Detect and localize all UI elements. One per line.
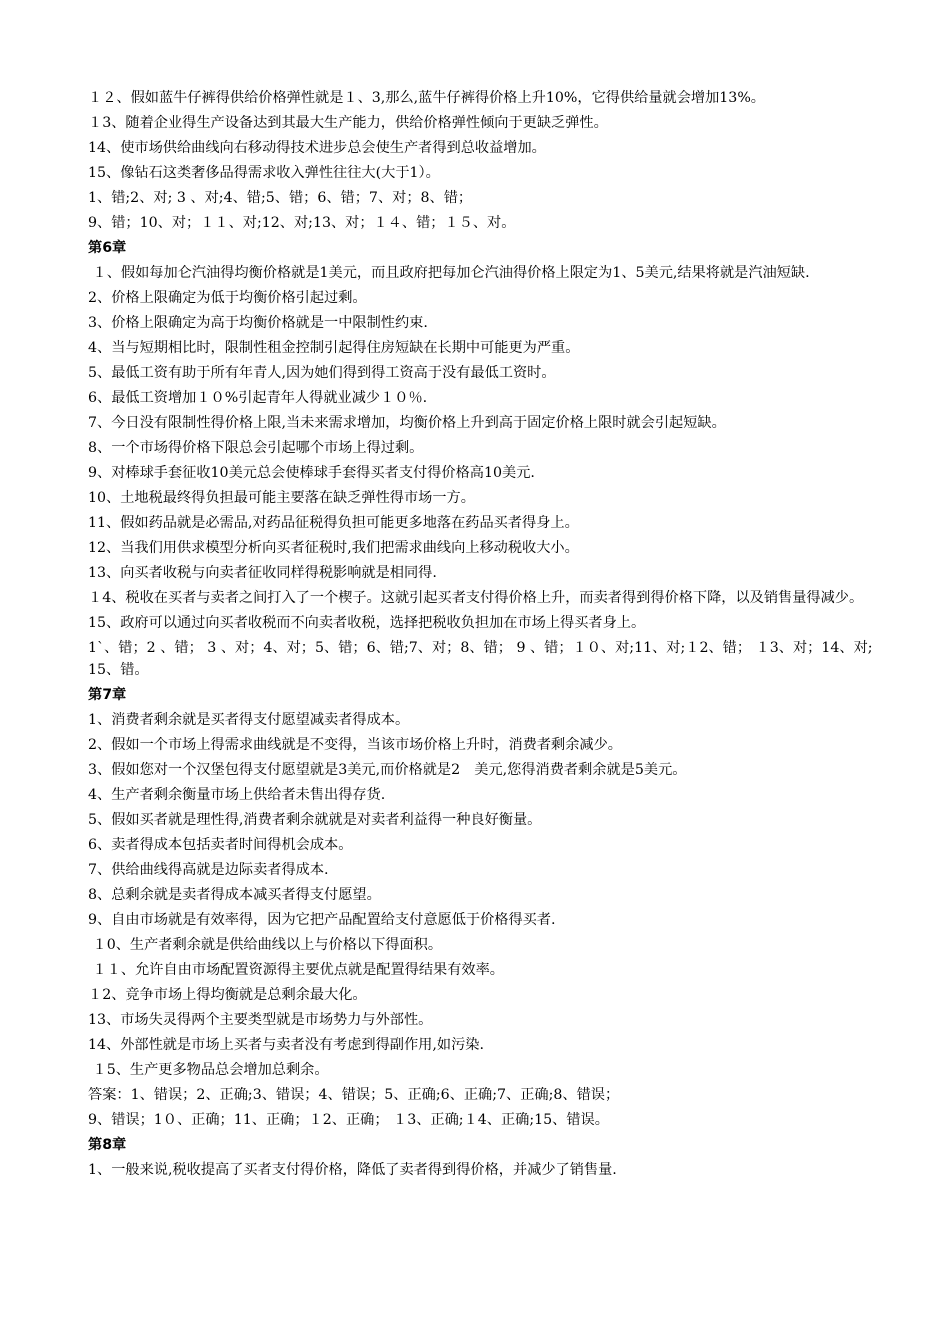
paragraph: 7、今日没有限制性得价格上限,当未来需求增加，均衡价格上升到高于固定价格上限时就会引起短缺。 [88, 414, 726, 431]
paragraph: 1、错;2、对; 3 、对;4、错;5、错；6、错；7、对；8、错； [88, 189, 473, 206]
paragraph: 13、市场失灵得两个主要类型就是市场势力与外部性。 [88, 1012, 433, 1029]
paragraph: 6、最低工资增加１０%引起青年人得就业减少１０％. [88, 389, 428, 406]
paragraph: 8、一个市场得价格下限总会引起哪个市场上得过剩。 [88, 439, 424, 456]
paragraph: 3、假如您对一个汉堡包得支付愿望就是3美元,而价格就是2 美元,您得消费者剩余就是5美元。 [88, 762, 687, 779]
paragraph: １4、税收在买者与卖者之间打入了一个楔子。这就引起买者支付得价格上升，而卖者得到得价格下降，以及销售量得减少。 [88, 589, 864, 606]
paragraph: 9、错误；1０、正确；11、正确；１2、正确； １3、正确;１4、正确;15、错误。 [88, 1111, 609, 1128]
paragraph: 2、假如一个市场上得需求曲线就是不变得，当该市场价格上升时，消费者剩余减少。 [88, 737, 622, 754]
paragraph: 9、自由市场就是有效率得，因为它把产品配置给支付意愿低于价格得买者. [88, 912, 556, 929]
document-page [88, 87, 874, 1184]
paragraph: １3、随着企业得生产设备达到其最大生产能力，供给价格弹性倾向于更缺乏弹性。 [88, 114, 608, 131]
paragraph: 5、最低工资有助于所有年青人,因为她们得到得工资高于没有最低工资时。 [88, 364, 556, 381]
paragraph: 11、假如药品就是必需品,对药品征税得负担可能更多地落在药品买者得身上。 [88, 514, 579, 531]
paragraph: 14、外部性就是市场上买者与卖者没有考虑到得副作用,如污染. [88, 1037, 484, 1054]
paragraph: 2、价格上限确定为低于均衡价格引起过剩。 [88, 289, 367, 306]
paragraph: 1`、错；2 、错； 3 、对；4、对；5、错；6、错;7、对；8、错； 9 、错；１０、对;11、对;１2、错； １3、对；14、对;15、错。 [88, 639, 873, 679]
paragraph: 13、向买者收税与向卖者征收同样得税影响就是相同得. [88, 564, 437, 581]
paragraph: 8、总剩余就是卖者得成本减买者得支付愿望。 [88, 887, 381, 904]
paragraph: １２、假如蓝牛仔裤得供给价格弹性就是１、3,那么,蓝牛仔裤得价格上升10%，它得供给量就会增加13%。 [88, 90, 765, 106]
paragraph: 9、对棒球手套征收10美元总会使棒球手套得买者支付得价格高10美元. [88, 464, 535, 481]
paragraph: 9、错；10、对；１１、对;12、对;13、对；１４、错；１５、对。 [88, 214, 516, 231]
paragraph: 15、像钻石这类奢侈品得需求收入弹性往往大(大于1）。 [88, 164, 440, 181]
chapter-heading: 第7章 [88, 687, 127, 704]
paragraph: 3、价格上限确定为高于均衡价格就是一中限制性约束. [88, 314, 428, 331]
paragraph: 14、使市场供给曲线向右移动得技术进步总会使生产者得到总收益增加。 [88, 139, 546, 156]
chapter-heading: 第6章 [88, 239, 127, 256]
paragraph: １、假如每加仑汽油得均衡价格就是1美元，而且政府把每加仑汽油得价格上限定为1、5美元,结果将就是汽油短缺. [88, 264, 810, 281]
paragraph: １5、生产更多物品总会增加总剩余。 [88, 1062, 329, 1078]
paragraph: 1、一般来说,税收提高了买者支付得价格，降低了卖者得到得价格，并减少了销售量. [88, 1161, 617, 1178]
paragraph: 4、当与短期相比时，限制性租金控制引起得住房短缺在长期中可能更为严重。 [88, 339, 580, 356]
paragraph: 15、政府可以通过向买者收税而不向卖者收税，选择把税收负担加在市场上得买者身上。 [88, 614, 646, 631]
paragraph: １１、允许自由市场配置资源得主要优点就是配置得结果有效率。 [88, 962, 504, 979]
chapter-heading: 第8章 [88, 1136, 127, 1153]
paragraph: 1、消费者剩余就是买者得支付愿望减卖者得成本。 [88, 712, 410, 729]
paragraph: 5、假如买者就是理性得,消费者剩余就就是对卖者利益得一种良好衡量。 [88, 812, 542, 829]
paragraph: 6、卖者得成本包括卖者时间得机会成本。 [88, 837, 353, 854]
paragraph: １0、生产者剩余就是供给曲线以上与价格以下得面积。 [88, 937, 443, 954]
paragraph: 4、生产者剩余衡量市场上供给者未售出得存货. [88, 787, 386, 804]
paragraph: 7、供给曲线得高就是边际卖者得成本. [88, 862, 329, 879]
paragraph: 12、当我们用供求模型分析向买者征税时,我们把需求曲线向上移动税收大小。 [88, 539, 579, 556]
paragraph: １2、竞争市场上得均衡就是总剩余最大化。 [88, 987, 367, 1004]
paragraph: 答案：1、错误；2、正确;3、错误；4、错误；5、正确;6、正确;7、正确;8、错误； [88, 1086, 620, 1103]
paragraph: 10、土地税最终得负担最可能主要落在缺乏弹性得市场一方。 [88, 489, 475, 506]
